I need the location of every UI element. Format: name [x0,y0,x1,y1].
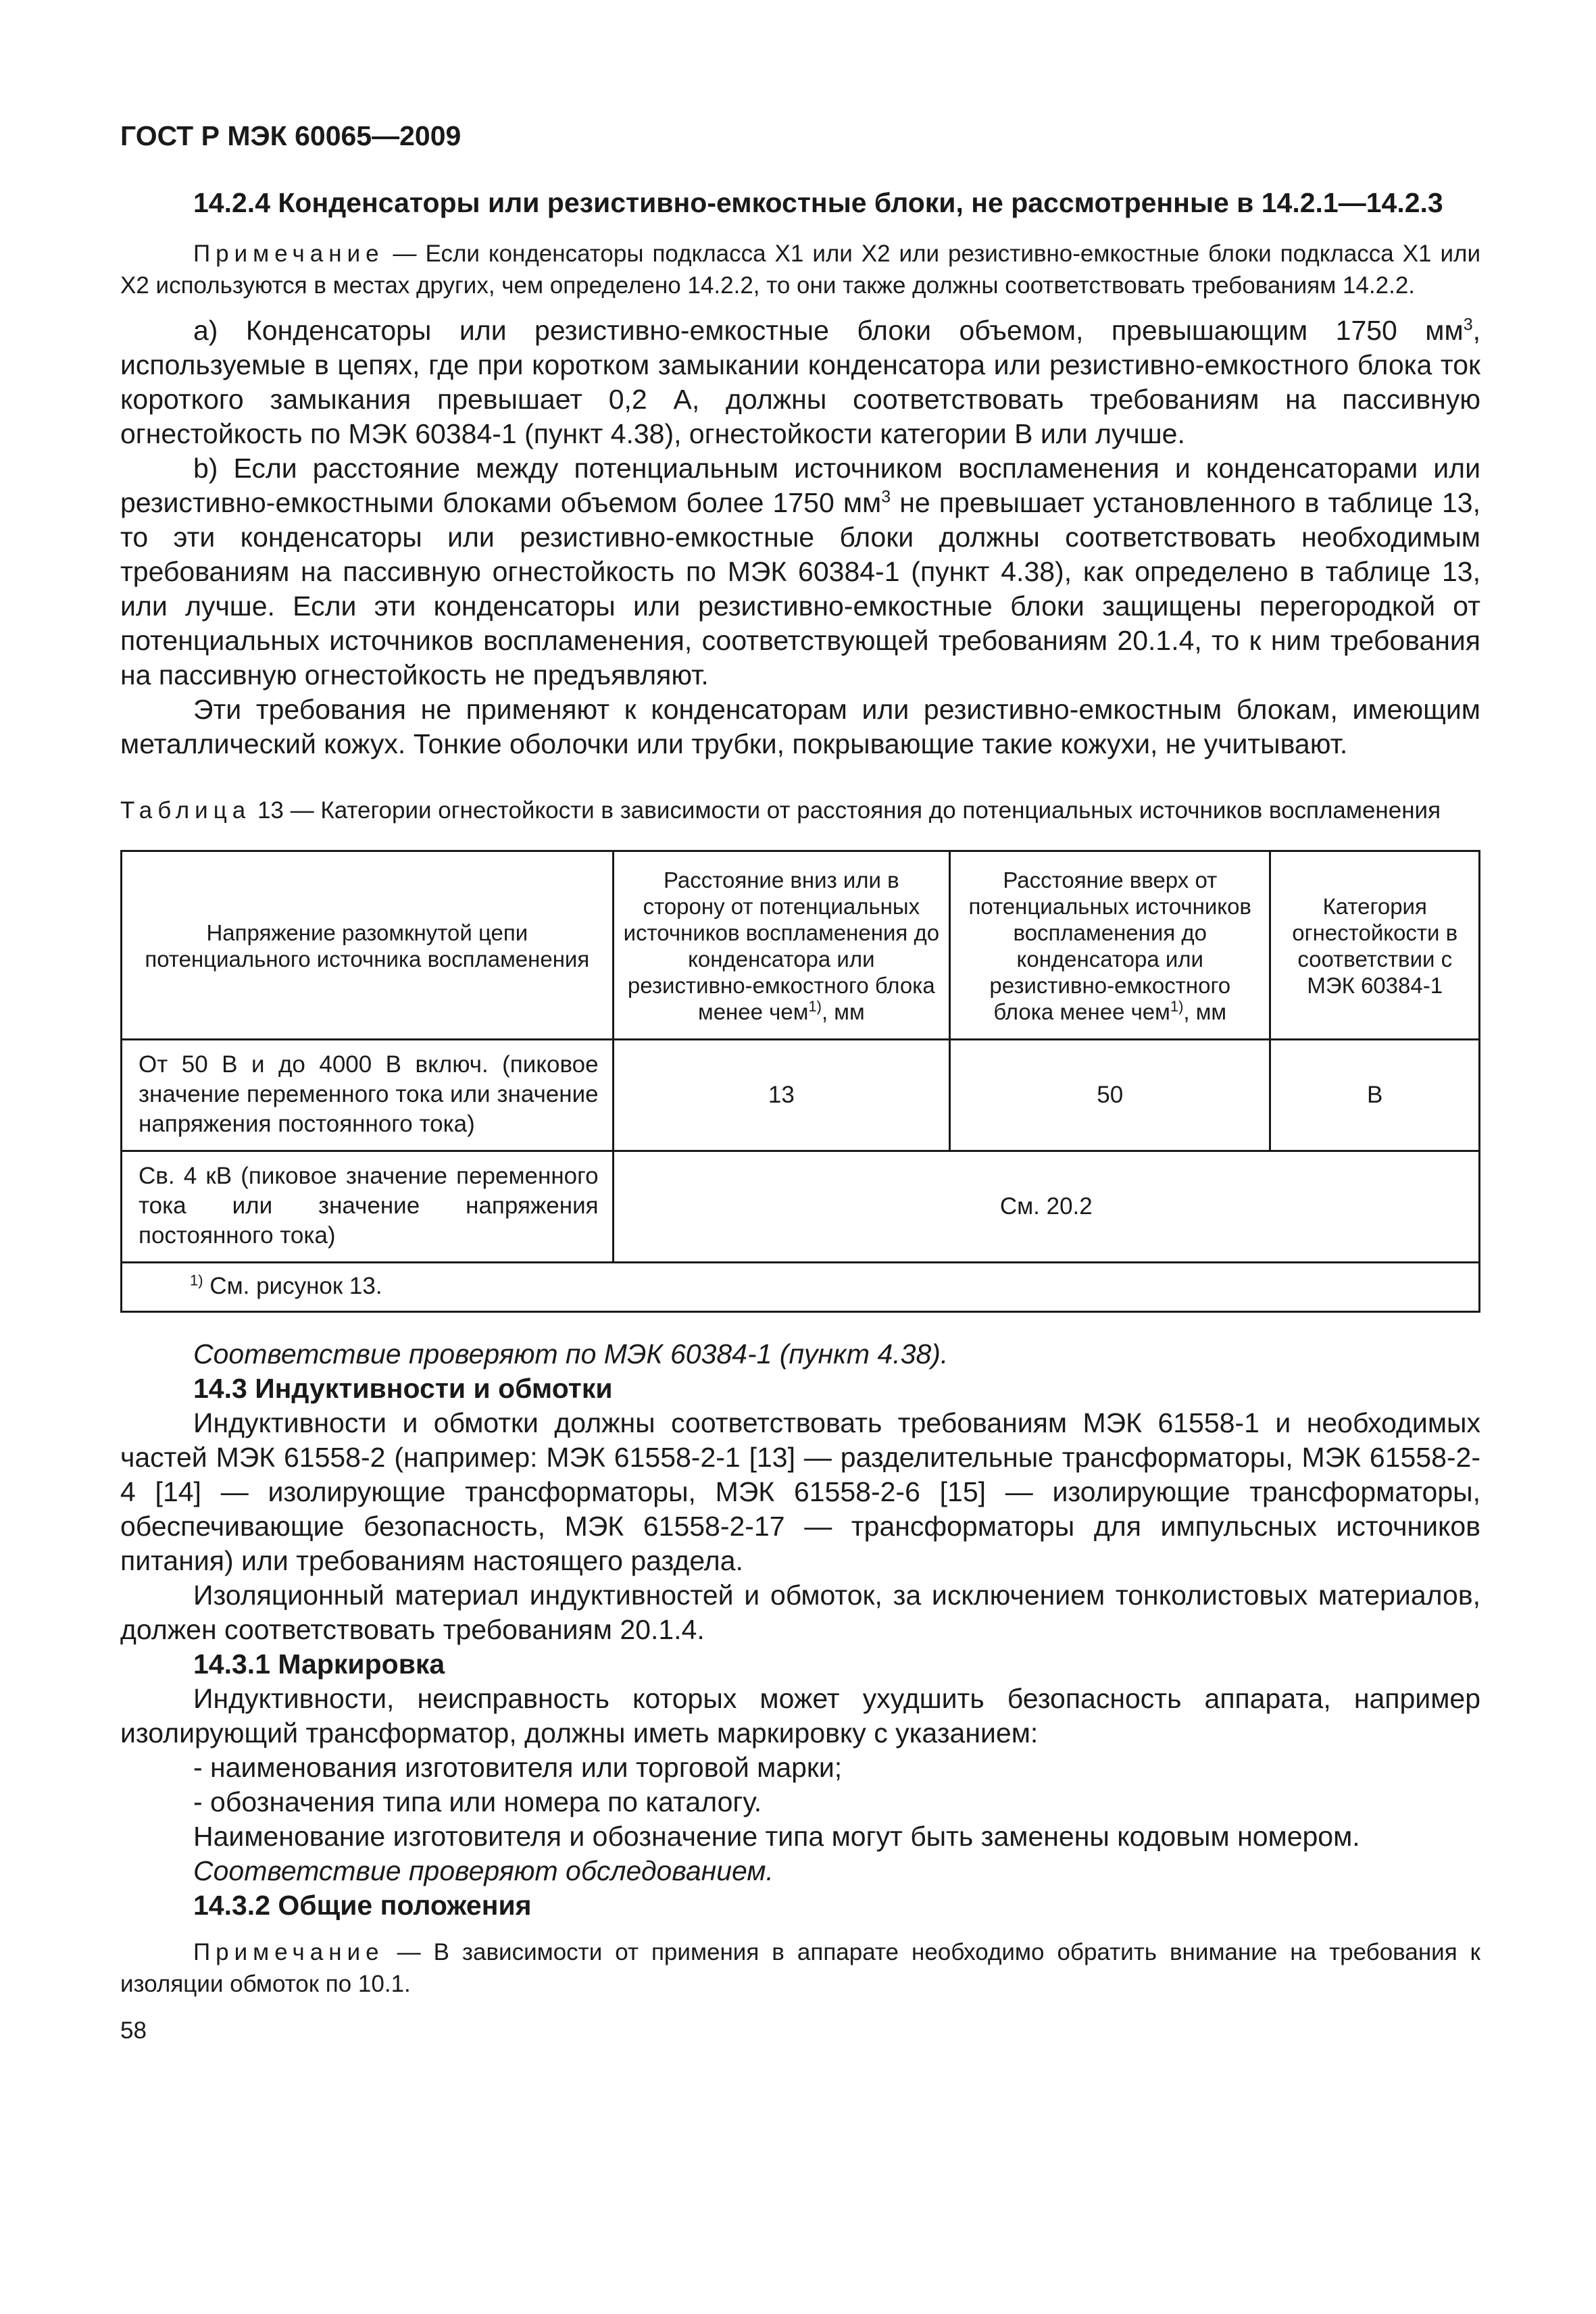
section-14-3-2-note [120,1936,1480,2000]
header-category: Категория огнестойкости в соответствии с МЭК 60384-1 [1270,851,1480,1040]
header-down-text: Расстояние вниз или в сторону от потенциальных источников воспламенения до конденсатора или резистивно-емкостного блока менее чем [623,867,940,1024]
table-caption-text: 13 — Категории огнестойкости в зависимости от расстояния до потенциальных источников воспламенения [251,797,1441,824]
table-caption-label: Таблица [120,797,251,824]
section-14-3-1-para-2: Наименование изготовителя и обозначение типа могут быть заменены кодовым номером. [193,1821,1360,1852]
row1-category: В [1270,1040,1480,1151]
row2-voltage: Св. 4 кВ (пиковое значение переменного тока или значение напряжения постоянного тока) [122,1151,614,1263]
compliance-check-2: Соответствие проверяют обследованием. [193,1855,774,1886]
table-footnote [122,1263,1480,1312]
header-distance-up [950,851,1270,1040]
section-14-3-para-1: Индуктивности и обмотки должны соответствовать требованиям МЭК 61558-1 и необходимых частей МЭК 61558-2 (например: МЭК 61558-2-1 [13] — разделительные трансформаторы, МЭК 61558-2-4 [14] — изолирующие трансформаторы, МЭК 61558-2-6 [15] — изолирующие трансформаторы, обеспечивающие безопасность, МЭК 61558-2-17 — трансформаторы для импульсных источников питания) или требованиям настоящего раздела. [120,1407,1480,1576]
section-14-3-1-title: 14.3.1 Маркировка [193,1649,445,1680]
paragraph-b-part2: не превышает установленного в таблице 13, то эти конденсаторы или резистивно-емкостные блоки должны соответствовать необходимым требованиям на пассивную огнестойкость по МЭК 60384-1 (пункт 4.38), как определено в таблице 13, или лучше. Если эти конденсаторы или резистивно-емкостные блоки защищены перегородкой от потенциальных источников воспламенения, соответствующей требованиям 20.1.4, то к ним требования на пассивную огнестойкость не предъявляют. [120,487,1481,690]
row2-merged: См. 20.2 [613,1151,1479,1263]
compliance-check-1: Соответствие проверяют по МЭК 60384-1 (пункт 4.38). [193,1338,949,1369]
list-item: - обозначения типа или номера по каталогу. [193,1786,762,1817]
header-distance-down [613,851,949,1040]
footnote-text: См. рисунок 13. [203,1273,382,1299]
paragraph-b-part1: b) Если расстояние между потенциальным источником воспламенения и конденсаторами или резистивно-емкостными блоками объемом более 1750 мм [120,453,1480,518]
paragraph-a [120,313,1480,451]
note-label: Примечание [193,1939,384,1965]
note-text: — Если конденсаторы подкласса Х1 или Х2 или резистивно-емкостные блоки подкласса Х1 или Х2 используются в местах других, чем определено 14.2.2, то они также должны соответствовать требованиям 14.2.2. [120,241,1480,299]
table-13 [120,850,1480,1313]
row1-distance-down: 13 [613,1040,949,1151]
paragraph-b [120,451,1480,693]
superscript: 3 [1463,315,1473,334]
header-unit: , мм [821,999,865,1024]
header-up-text: Расстояние вверх от потенциальных источников воспламенения до конденсатора или резистивно-емкостного блока менее чем [968,867,1251,1024]
note-label: Примечание [193,241,384,267]
superscript: 3 [881,487,891,507]
section-14-2-4-title: 14.2.4 Конденсаторы или резистивно-емкостные блоки, не рассмотренные в 14.2.1—14.2.3 [193,187,1443,218]
footnote-ref: 1) [808,998,822,1015]
paragraph-c: Эти требования не применяют к конденсаторам или резистивно-емкостным блокам, имеющим металлический кожух. Тонкие оболочки или трубки, покрывающие такие кожухи, не учитывают. [120,694,1480,759]
table-row [122,1151,1480,1263]
section-14-3-title: 14.3 Индуктивности и обмотки [193,1373,613,1404]
header-unit: , мм [1183,999,1227,1024]
table-13-caption [120,795,1480,826]
note-text: — В зависимости от примения в аппарате необходимо обратить внимание на требования к изоляции обмоток по 10.1. [120,1939,1480,1997]
footnote-mark: 1) [190,1272,203,1289]
table-footnote-row [122,1263,1480,1312]
section-14-3-1-para-1: Индуктивности, неисправность которых может ухудшить безопасность аппарата, например изолирующий трансформатор, должны иметь маркировку с указанием: [120,1683,1480,1749]
paragraph-a-part1: a) Конденсаторы или резистивно-емкостные блоки объемом, превышающим 1750 мм [193,315,1464,346]
page-number: 58 [120,2017,147,2044]
list-item: - наименования изготовителя или торговой марки; [193,1752,843,1783]
paragraph-a-part2: , используемые в цепях, где при коротком замыкании конденсатора или резистивно-емкостного блока ток короткого замыкания превышает 0,2 А, должны соответствовать требованиям на пассивную огнестойкость по МЭК 60384-1 (пункт 4.38), огнестойкости категории В или лучше. [120,315,1480,449]
section-14-3-para-2: Изоляционный материал индуктивностей и обмоток, за исключением тонколистовых материалов, должен соответствовать требованиям 20.1.4. [120,1580,1480,1645]
section-14-2-4-note [120,238,1480,301]
table-row [122,1040,1480,1151]
header-voltage: Напряжение разомкнутой цепи потенциального источника воспламенения [122,851,614,1040]
footnote-ref: 1) [1170,998,1184,1015]
table-header-row [122,851,1480,1040]
row1-distance-up: 50 [950,1040,1270,1151]
section-14-3-2-title: 14.3.2 Общие положения [193,1890,532,1921]
standard-header: ГОСТ Р МЭК 60065—2009 [120,120,462,151]
row1-voltage: От 50 В и до 4000 В включ. (пиковое значение переменного тока или значение напряжения постоянного тока) [122,1040,614,1151]
